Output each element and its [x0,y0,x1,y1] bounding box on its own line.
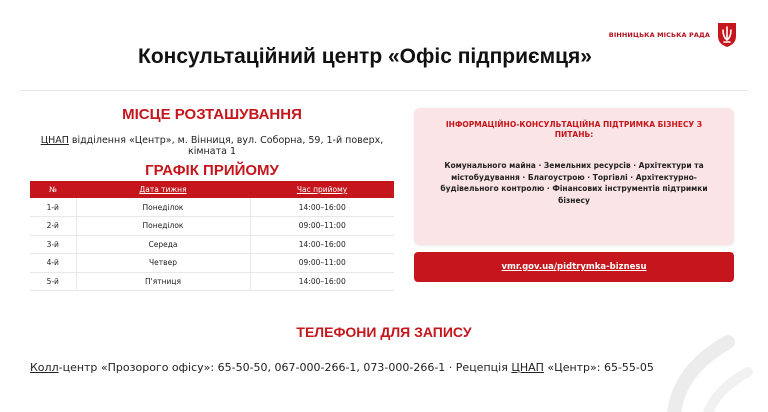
col-time: Час прийому [250,181,394,198]
row-time: 09:00–11:00 [250,217,394,236]
phones-heading: ТЕЛЕФОНИ ДЛЯ ЗАПИСУ [296,324,472,340]
schedule-heading: ГРАФІК ПРИЙОМУ [145,162,279,179]
support-link-button[interactable]: vmr.gov.ua/pidtrymka-biznesu [414,252,734,282]
row-time: 09:00–11:00 [250,254,394,273]
row-day: П'ятниця [76,272,250,291]
call-center-prefix: Колл [30,361,59,374]
location-heading: МІСЦЕ РОЗТАШУВАННЯ [122,106,302,123]
decorative-arc-watermark [638,302,768,412]
address-text [30,135,394,157]
row-number: 1-й [30,198,76,217]
page-title: Консультаційний центр «Офіс підприємця» [138,45,592,68]
address-prefix: ЦНАП [40,135,69,146]
table-row [30,198,394,217]
row-number: 5-й [30,272,76,291]
support-info-card [414,108,734,245]
row-day: Четвер [76,254,250,273]
col-number: № [30,181,76,198]
table-row [30,235,394,254]
row-number: 3-й [30,235,76,254]
reception-number: «Центр»: 65-55-05 [543,361,654,374]
call-center-numbers: -центр «Прозорого офісу»: 65-50-50, 067-000-266-1, 073-000-266-1 · Рецепція [58,361,512,374]
row-day: Понеділок [76,198,250,217]
header-divider [20,90,748,91]
schedule-table [30,181,394,291]
info-card-topics: Комунального майна · Земельних ресурсів · Архітектури та містобудування · Благоустрою · Торгівлі · Архітектурно-будівельного контролю · Фінансових інструментів підтримки бізнесу [440,161,708,205]
table-row [30,272,394,291]
cnap-prefix: ЦНАП [511,361,544,374]
address-rest: відділення «Центр», м. Вінниця, вул. Соборна, 59, 1-й поверх, кімната 1 [68,135,384,157]
row-day: Середа [76,235,250,254]
col-day: Дата тижня [76,181,250,198]
logo-text: ВІННИЦЬКА МІСЬКА РАДА [608,31,710,39]
row-time: 14:00–16:00 [250,235,394,254]
table-row [30,217,394,236]
info-card-title: ІНФОРМАЦІЙНО-КОНСУЛЬТАЦІЙНА ПІДТРИМКА БІЗНЕСУ З ПИТАНЬ: [445,120,703,139]
row-day: Понеділок [76,217,250,236]
row-time: 14:00–16:00 [250,198,394,217]
row-time: 14:00–16:00 [250,272,394,291]
schedule-header-row [30,181,394,198]
table-row [30,254,394,273]
row-number: 2-й [30,217,76,236]
row-number: 4-й [30,254,76,273]
